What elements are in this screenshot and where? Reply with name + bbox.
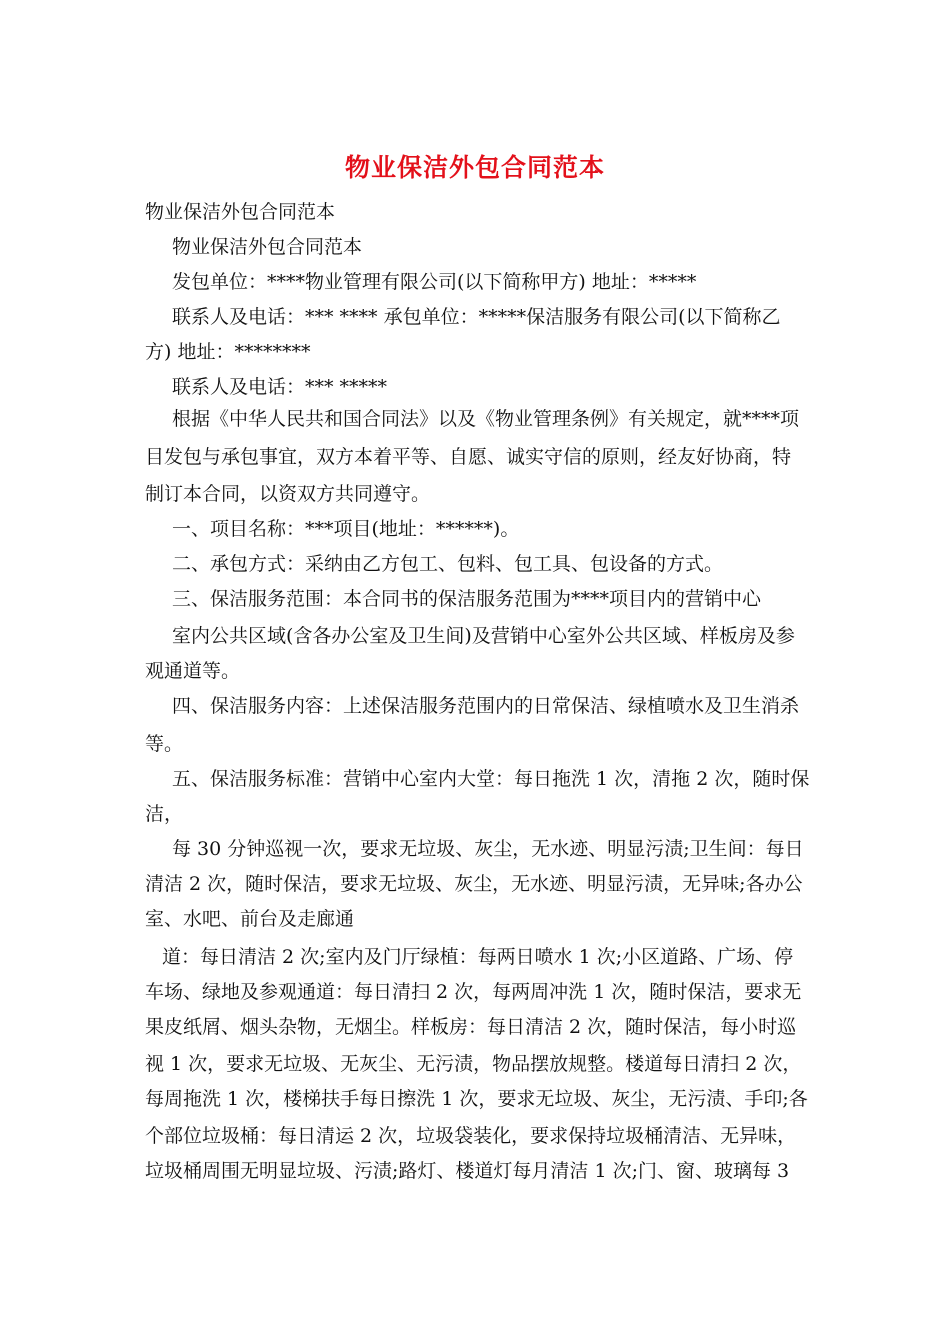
- clause-5-line: 车场、绿地及参观通道：每日清扫 2 次，每两周冲洗 1 次，随时保洁，要求无: [145, 981, 802, 1003]
- employer-line: 发包单位：****物业管理有限公司(以下简称甲方) 地址：*****: [172, 271, 697, 293]
- clause-5-line: 五、保洁服务标准：营销中心室内大堂：每日拖洗 1 次，清拖 2 次，随时保: [172, 768, 810, 790]
- contractor-address-line: 方) 地址：********: [145, 341, 311, 363]
- clause-1-line: 一、项目名称：***项目(地址：******)。: [172, 518, 520, 540]
- clause-5-line: 室、水吧、前台及走廊通: [145, 908, 355, 930]
- clause-5-line: 果皮纸屑、烟头杂物，无烟尘。样板房：每日清洁 2 次，随时保洁，每小时巡: [145, 1016, 797, 1038]
- clause-5-line: 个部位垃圾桶：每日清运 2 次，垃圾袋装化，要求保持垃圾桶清洁、无异味，: [145, 1125, 797, 1147]
- clause-5-line: 洁，: [145, 803, 184, 825]
- clause-5-line: 垃圾桶周围无明显垃圾、污渍;路灯、楼道灯每月清洁 1 次;门、窗、玻璃每 3: [145, 1160, 790, 1182]
- clause-3-line: 三、保洁服务范围：本合同书的保洁服务范围为****项目内的营销中心: [172, 588, 762, 610]
- clause-5-line: 每周拖洗 1 次，楼梯扶手每日擦洗 1 次，要求无垃圾、灰尘，无污渍、手印;各: [145, 1088, 808, 1110]
- subtitle-line-indented: 物业保洁外包合同范本: [172, 236, 363, 258]
- contractor-line: 联系人及电话：*** **** 承包单位：*****保洁服务有限公司(以下简称乙: [172, 306, 781, 328]
- document-title: 物业保洁外包合同范本: [344, 153, 605, 182]
- preamble-line: 根据《中华人民共和国合同法》以及《物业管理条例》有关规定，就****项: [172, 408, 800, 430]
- clause-4-line: 等。: [145, 733, 184, 755]
- clause-5-line: 清洁 2 次，随时保洁，要求无垃圾、灰尘，无水迹、明显污渍，无异味;各办公: [145, 873, 803, 895]
- clause-5-line: 每 30 分钟巡视一次，要求无垃圾、灰尘，无水迹、明显污渍;卫生间：每日: [172, 838, 804, 860]
- clause-5-line: 道：每日清洁 2 次;室内及门厅绿植：每两日喷水 1 次;小区道路、广场、停: [162, 946, 794, 968]
- clause-5-line: 视 1 次，要求无垃圾、无灰尘、无污渍，物品摆放规整。楼道每日清扫 2 次，: [145, 1053, 802, 1075]
- clause-3-line: 观通道等。: [145, 660, 241, 682]
- preamble-line: 目发包与承包事宜，双方本着平等、自愿、诚实守信的原则，经友好协商，特: [145, 446, 792, 468]
- clause-2-line: 二、承包方式：采纳由乙方包工、包料、包工具、包设备的方式。: [172, 553, 724, 575]
- contact-line: 联系人及电话：*** *****: [172, 376, 388, 398]
- subtitle-line: 物业保洁外包合同范本: [145, 201, 336, 223]
- preamble-line: 制订本合同，以资双方共同遵守。: [145, 483, 431, 505]
- clause-4-line: 四、保洁服务内容：上述保洁服务范围内的日常保洁、绿植喷水及卫生消杀: [172, 695, 800, 717]
- clause-3-line: 室内公共区域(含各办公室及卫生间)及营销中心室外公共区域、样板房及参: [172, 625, 795, 647]
